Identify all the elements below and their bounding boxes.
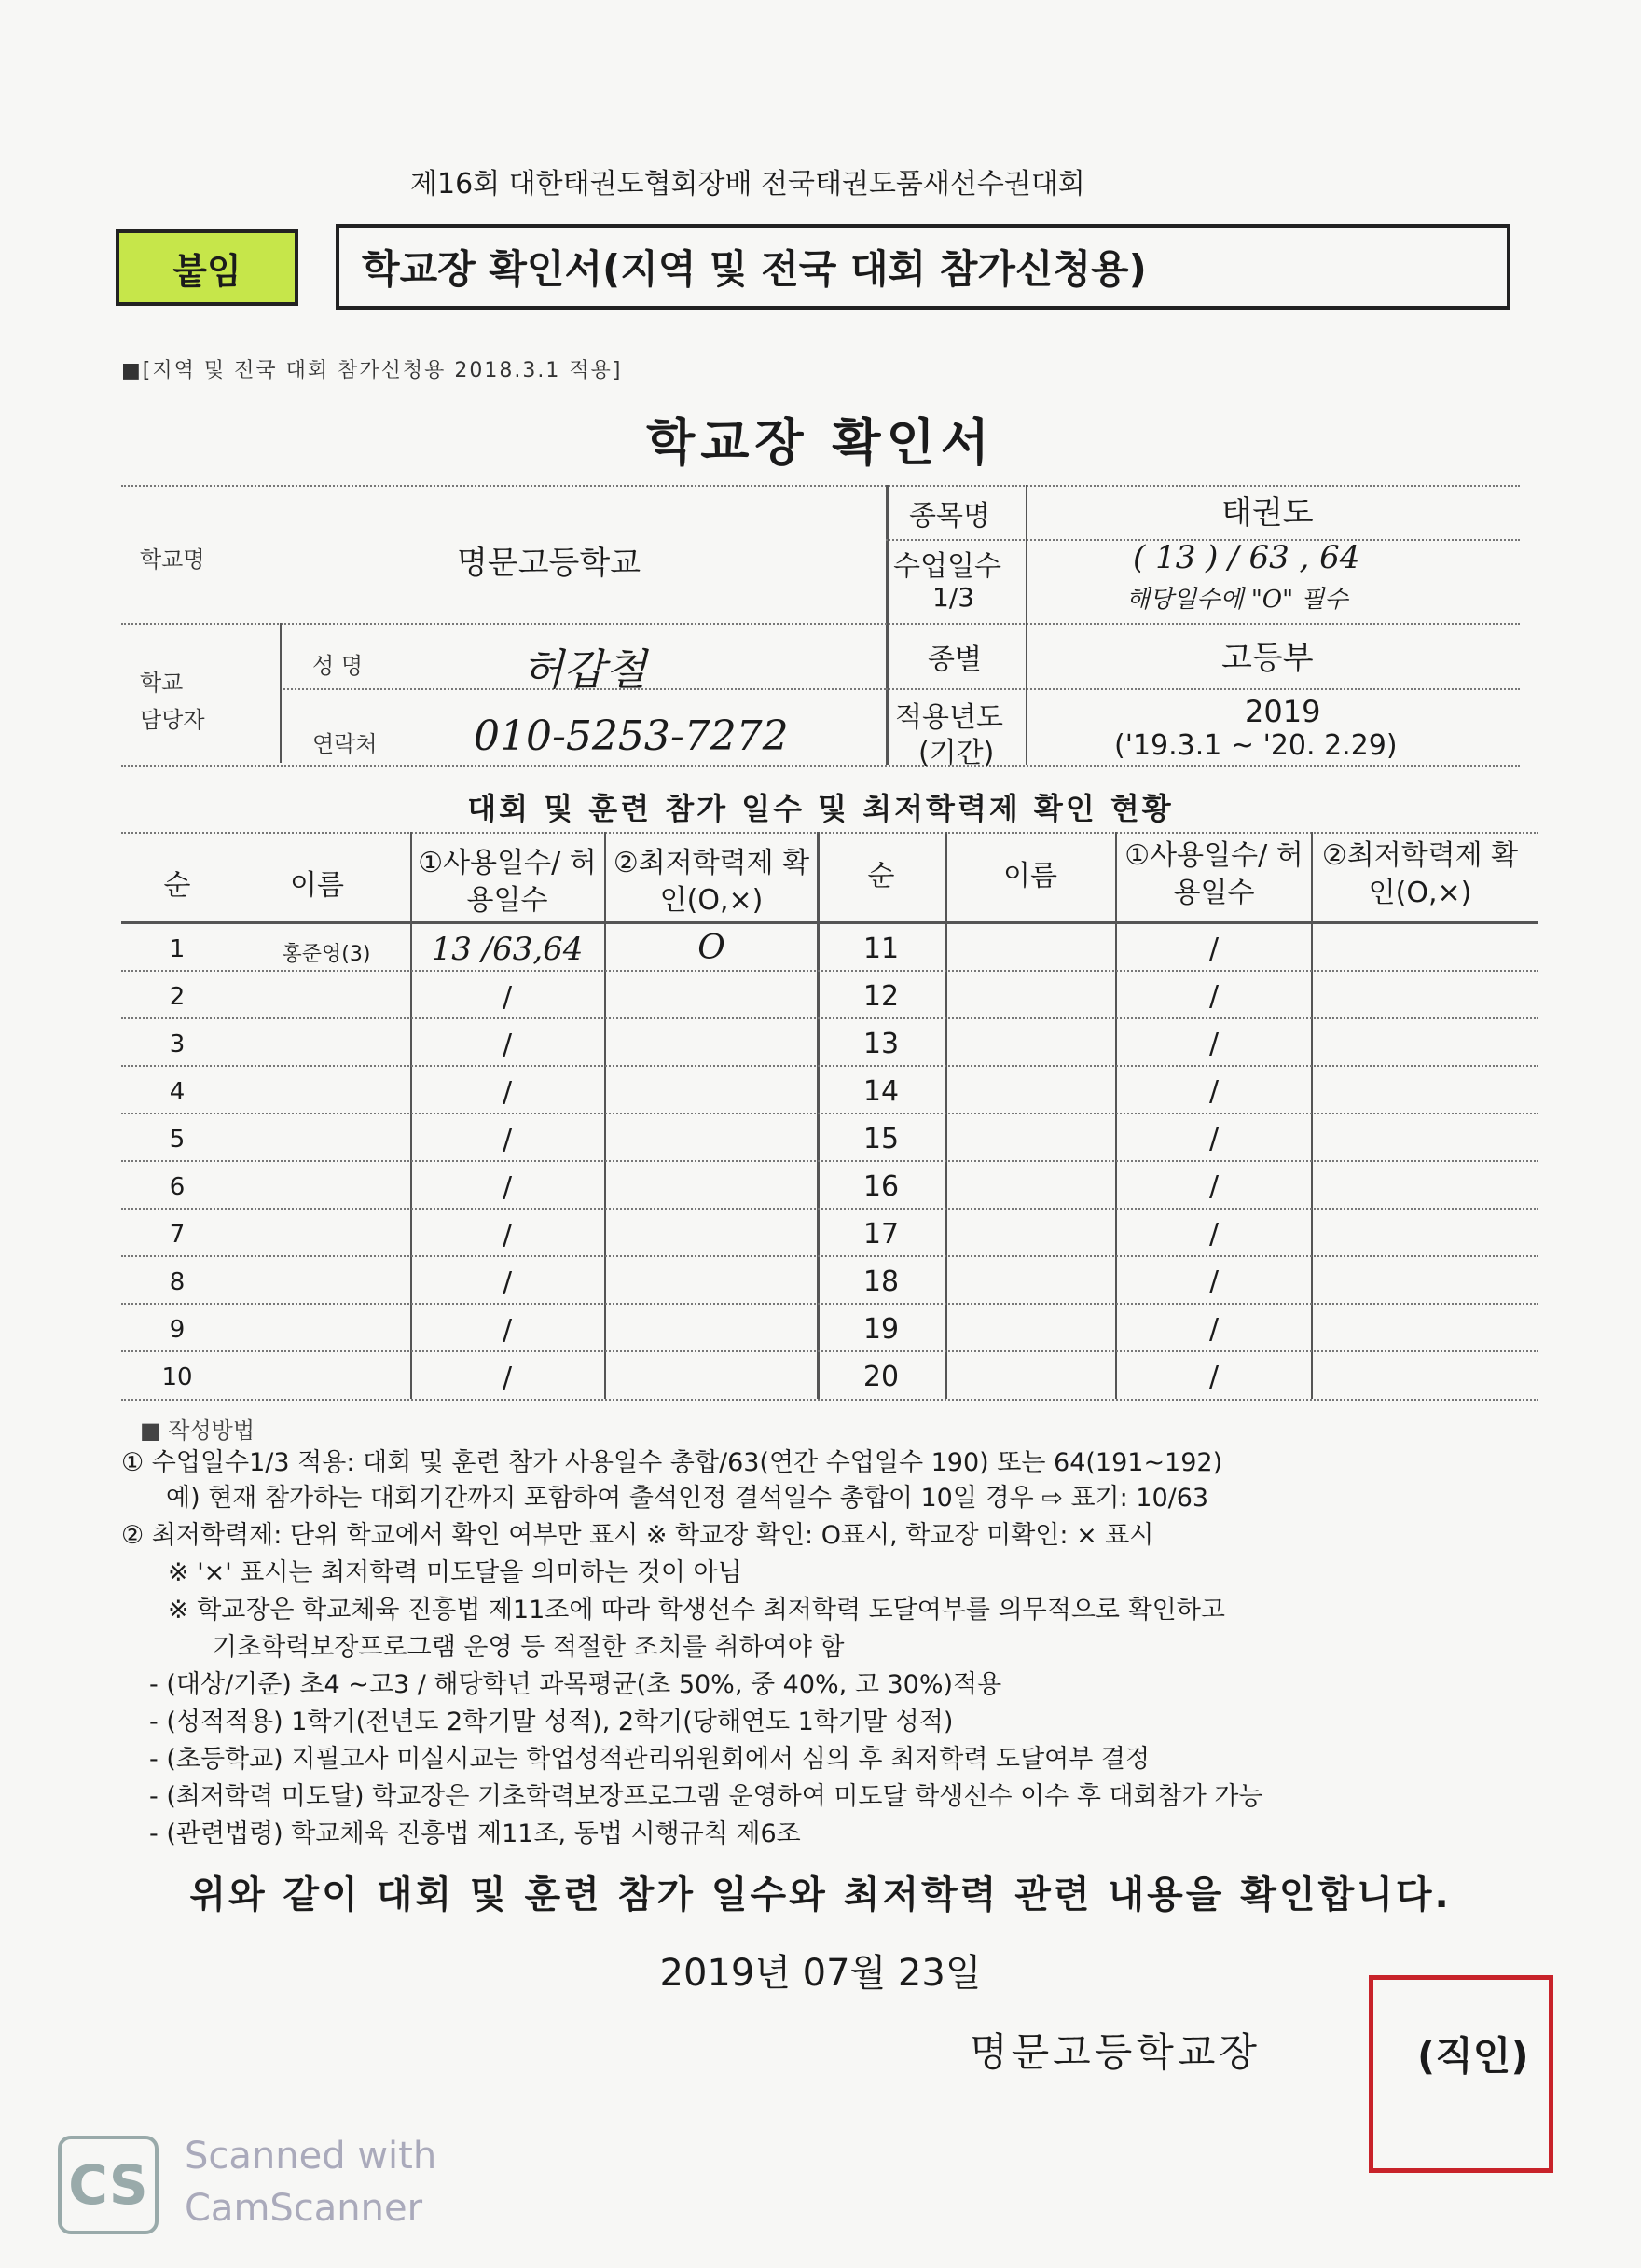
- row-min: O: [697, 929, 725, 967]
- row-no: 9: [169, 1316, 186, 1344]
- period-value: ('19.3.1 ~ '20. 2.29): [1114, 729, 1398, 762]
- seal-label: (직인): [1417, 2033, 1529, 2079]
- instruction-line: - (최저학력 미도달) 학교장은 기초학력보장프로그램 운영하여 미도달 학생선수 이수 후 대회참가 가능: [149, 1782, 1263, 1811]
- instruction-line: ※ '×' 표시는 최저학력 미도달을 의미하는 것이 아님: [168, 1558, 742, 1587]
- row-days-right: /: [1208, 1218, 1220, 1251]
- confirmation-statement: 위와 같이 대회 및 훈련 참가 일수와 최저학력 관련 내용을 확인합니다.: [189, 1874, 1452, 1916]
- row-no-right: 13: [862, 1028, 900, 1060]
- instruction-line: ② 최저학력제: 단위 학교에서 확인 여부만 표시 ※ 학교장 확인: O표시, 학교장 미확인: × 표시: [121, 1521, 1154, 1550]
- row-no: 10: [161, 1363, 193, 1391]
- instruction-line: ① 수업일수1/3 적용: 대회 및 훈련 참가 사용일수 총합/63(연간 수업일수 190) 또는 64(191~192): [121, 1448, 1223, 1477]
- row-no-right: 17: [862, 1218, 900, 1251]
- row-days: /: [502, 981, 513, 1014]
- row-days: /: [502, 1171, 513, 1204]
- row-no: 1: [169, 935, 186, 963]
- row-days: /: [502, 1314, 513, 1347]
- row-days-right: /: [1208, 1265, 1220, 1298]
- principal-name: 명문고등학교장: [970, 2029, 1262, 2075]
- scanner-line-2: CamScanner: [185, 2187, 423, 2230]
- instruction-line: 예) 현재 참가하는 대회기간까지 포함하여 출석인정 결석일수 총합이 10일 경우 ⇨ 표기: 10/63: [166, 1484, 1209, 1513]
- row-no: 6: [169, 1173, 186, 1201]
- instruction-line: - (초등학교) 지필고사 미실시교는 학업성적관리위원회에서 심의 후 최저학력 도달여부 결정: [149, 1745, 1151, 1774]
- row-name: 홍준영(3): [282, 943, 371, 966]
- header-name-right: 이름: [1003, 860, 1057, 892]
- school-label: 학교명: [140, 546, 205, 573]
- row-no-right: 15: [862, 1123, 900, 1155]
- row-days-right: /: [1208, 1170, 1220, 1203]
- section-title: 대회 및 훈련 참가 일수 및 최저학력제 확인 현황: [467, 791, 1174, 826]
- header-min: ②최저학력제 확인(O,×): [613, 847, 810, 917]
- row-no: 8: [169, 1268, 186, 1296]
- year-value: 2019: [1245, 694, 1321, 729]
- instruction-line: - (대상/기준) 초4 ~고3 / 해당학년 과목평균(초 50%, 중 40%, 고 30%)적용: [149, 1670, 1002, 1699]
- row-no: 5: [169, 1126, 186, 1154]
- row-days: 13 /63,64: [431, 931, 584, 968]
- row-no-right: 11: [862, 933, 900, 965]
- header-days-right: ①사용일수/ 허용일수: [1124, 839, 1303, 909]
- row-days-right: /: [1208, 1123, 1220, 1155]
- year-label: 적용년도: [895, 701, 1003, 734]
- row-no: 4: [169, 1078, 186, 1106]
- header-no: 순: [163, 869, 191, 902]
- row-no-right: 14: [862, 1075, 900, 1108]
- header-days: ①사용일수/ 허용일수: [418, 847, 597, 917]
- class-days-label: 수업일수: [893, 550, 1001, 583]
- row-days-right: /: [1208, 1313, 1220, 1346]
- header-no-right: 순: [867, 860, 895, 892]
- division-label: 종별: [928, 643, 982, 676]
- school-name: 명문고등학교: [457, 545, 641, 582]
- event-label: 종목명: [909, 500, 990, 532]
- instruction-line: - (관련법령) 학교체육 진흥법 제11조, 동법 시행규칙 제6조: [149, 1819, 801, 1848]
- division-value: 고등부: [1221, 640, 1314, 677]
- row-no-right: 12: [862, 980, 900, 1013]
- row-no-right: 16: [862, 1170, 900, 1203]
- manager-label: 학교 담당자: [140, 670, 205, 733]
- row-no: 2: [169, 983, 186, 1011]
- class-days-note: 해당일수에 "O" 필수: [1126, 586, 1348, 614]
- instruction-line: ※ 학교장은 학교체육 진흥법 제11조에 따라 학생선수 최저학력 도달여부를 의무적으로 확인하고: [168, 1596, 1225, 1625]
- form-title-box: 학교장 확인서(지역 및 전국 대회 참가신청용): [336, 224, 1510, 310]
- instructions-heading: ■ 작성방법: [140, 1418, 255, 1444]
- row-days-right: /: [1208, 1075, 1220, 1108]
- row-no-right: 20: [862, 1361, 900, 1393]
- competition-title: 제16회 대한태권도협회장배 전국태권도품새선수권대회: [410, 168, 1085, 201]
- page-title: 학교장 확인서: [646, 413, 995, 472]
- header-name: 이름: [290, 869, 344, 902]
- row-days-right: /: [1208, 980, 1220, 1013]
- camscanner-logo-icon: CS: [58, 2136, 159, 2234]
- row-days-right: /: [1208, 1361, 1220, 1393]
- row-days: /: [502, 1124, 513, 1156]
- scanner-watermark: [185, 2130, 436, 2234]
- event-value: 태권도: [1221, 494, 1314, 532]
- row-no: 7: [169, 1221, 186, 1249]
- row-days: /: [502, 1029, 513, 1061]
- row-days: /: [502, 1076, 513, 1109]
- row-days-right: /: [1208, 933, 1220, 965]
- row-no: 3: [169, 1030, 186, 1058]
- year-sub: (기간): [918, 737, 995, 769]
- applied-note: ■[지역 및 전국 대회 참가신청용 2018.3.1 적용]: [121, 359, 623, 382]
- contact-value: 010-5253-7272: [474, 712, 789, 760]
- row-days: /: [502, 1266, 513, 1299]
- instruction-line: 기초학력보장프로그램 운영 등 적절한 조치를 취하여야 함: [213, 1633, 845, 1662]
- row-days: /: [502, 1362, 513, 1394]
- header-min-right: ②최저학력제 확인(O,×): [1321, 839, 1519, 909]
- name-label: 성 명: [312, 653, 363, 679]
- name-value: 허갑철: [522, 644, 647, 695]
- class-days-sub: 1/3: [932, 582, 975, 613]
- signature-date: 2019년 07월 23일: [659, 1952, 982, 1995]
- instruction-line: - (성적적용) 1학기(전년도 2학기말 성적), 2학기(당해연도 1학기말 성적): [149, 1708, 954, 1736]
- row-no-right: 19: [862, 1313, 900, 1346]
- scanner-line-1: Scanned with: [185, 2135, 437, 2178]
- row-no-right: 18: [862, 1265, 900, 1298]
- contact-label: 연락처: [312, 731, 378, 757]
- row-days-right: /: [1208, 1028, 1220, 1060]
- attachment-badge: 붙임: [116, 229, 298, 306]
- row-days: /: [502, 1219, 513, 1252]
- class-days-value: ( 13 ) / 63 , 64: [1133, 539, 1360, 576]
